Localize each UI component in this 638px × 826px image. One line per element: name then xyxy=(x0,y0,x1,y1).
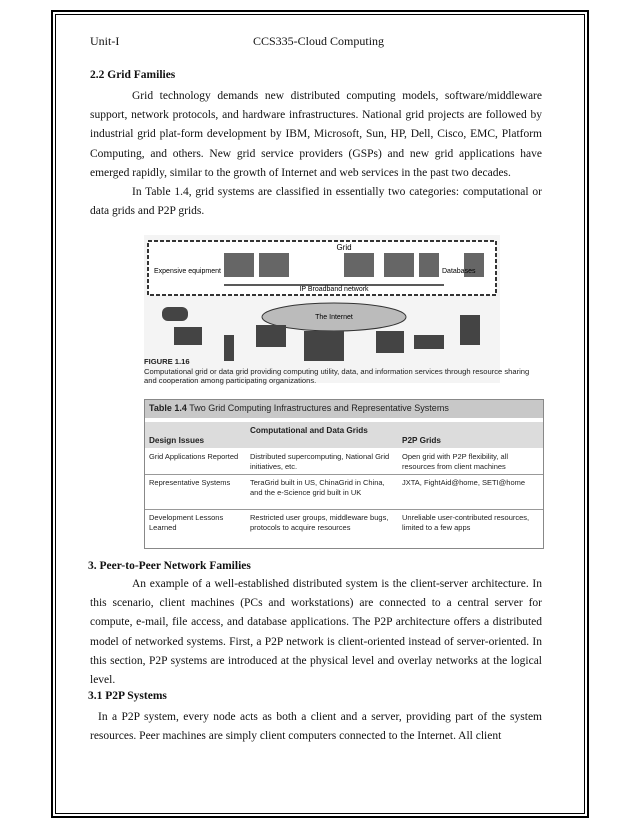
figure-network-label: IP Broadband network xyxy=(299,286,369,293)
table-title xyxy=(145,400,543,418)
header-course: CCS335-Cloud Computing xyxy=(253,34,385,48)
table-cell: Grid Applications Reported xyxy=(149,452,239,461)
figure-databases-label: Databases xyxy=(442,268,476,275)
section-title-p2p-families: 3. Peer-to-Peer Network Families xyxy=(88,560,251,572)
section-title-grid-families: 2.2 Grid Families xyxy=(90,69,176,81)
figure-expensive-label: Expensive equipment xyxy=(154,268,221,275)
paragraph-grid-families: Grid technology demands new distributed computing models, software/middleware support, network protocols, and hardware infrastructures. National grid projects are followed by industrial grid plat-form development by IBM, Microsoft, Sun, HP, Dell, Cisco, EMC, Platform Computing, and others. New grid service providers (GSPs) and new grid applications have emerged rapidly, similar to the growth of Internet and web services in the past two decades. xyxy=(90,90,542,179)
table-grid-infrastructures xyxy=(144,399,544,549)
figure-internet-label: The Internet xyxy=(315,314,353,321)
paragraph-p2p-families: An example of a well-established distributed system is the client-server architecture. In this scenario, client machines (PCs and workstations) are connected to a central server for compute, e-mail, file access, and database applications. The P2P architecture offers a distributed model of networked systems. First, a P2P network is client-oriented instead of server-oriented. In this section, P2P systems are introduced at the physical level and overlay networks at the logical level. xyxy=(90,578,542,687)
table-header-p2p: P2P Grids xyxy=(402,436,441,445)
table-cell: Open grid with P2P flexibility, all resources from client machines xyxy=(402,452,509,471)
figure-caption-number: FIGURE 1.16 xyxy=(144,357,190,366)
table-cell: JXTA, FightAid@home, SETI@home xyxy=(402,478,526,487)
table-number: Table 1.4 xyxy=(149,403,187,413)
header-unit: Unit-I xyxy=(90,34,120,48)
figure-grid-label: Grid xyxy=(336,243,352,252)
figure-caption xyxy=(144,357,544,386)
section-title-p2p-systems: 3.1 P2P Systems xyxy=(88,690,167,702)
table-header-row xyxy=(145,422,543,448)
table-cell: TeraGrid built in US, ChinaGrid in China, and the e-Science grid built in UK xyxy=(250,478,385,497)
table-cell: Unreliable user-contributed resources, limited to a few apps xyxy=(402,513,530,532)
table-cell: Distributed supercomputing, National Grid initiatives, etc. xyxy=(250,452,390,471)
table-title-text: Two Grid Computing Infrastructures and Representative Systems xyxy=(189,403,449,413)
table-header-design-issues: Design Issues xyxy=(149,436,205,445)
paragraph-table-intro: In Table 1.4, grid systems are classified in essentially two categories: computational or data grids and P2P grids. xyxy=(90,186,542,218)
table-cell: Representative Systems xyxy=(149,478,231,487)
table-header-computational: Computational and Data Grids xyxy=(250,426,368,435)
table-cell: Development Lessons Learned xyxy=(149,513,224,532)
table-cell: Restricted user groups, middleware bugs, protocols to acquire resources xyxy=(250,513,389,532)
paragraph-p2p-systems: In a P2P system, every node acts as both a client and a server, providing part of the system resources. Peer machines are simply client computers connected to the Internet. All client xyxy=(90,711,542,743)
figure-caption-text: Computational grid or data grid providing computing utility, data, and information services through resource sharing and cooperation among participating organizations. xyxy=(144,366,530,385)
